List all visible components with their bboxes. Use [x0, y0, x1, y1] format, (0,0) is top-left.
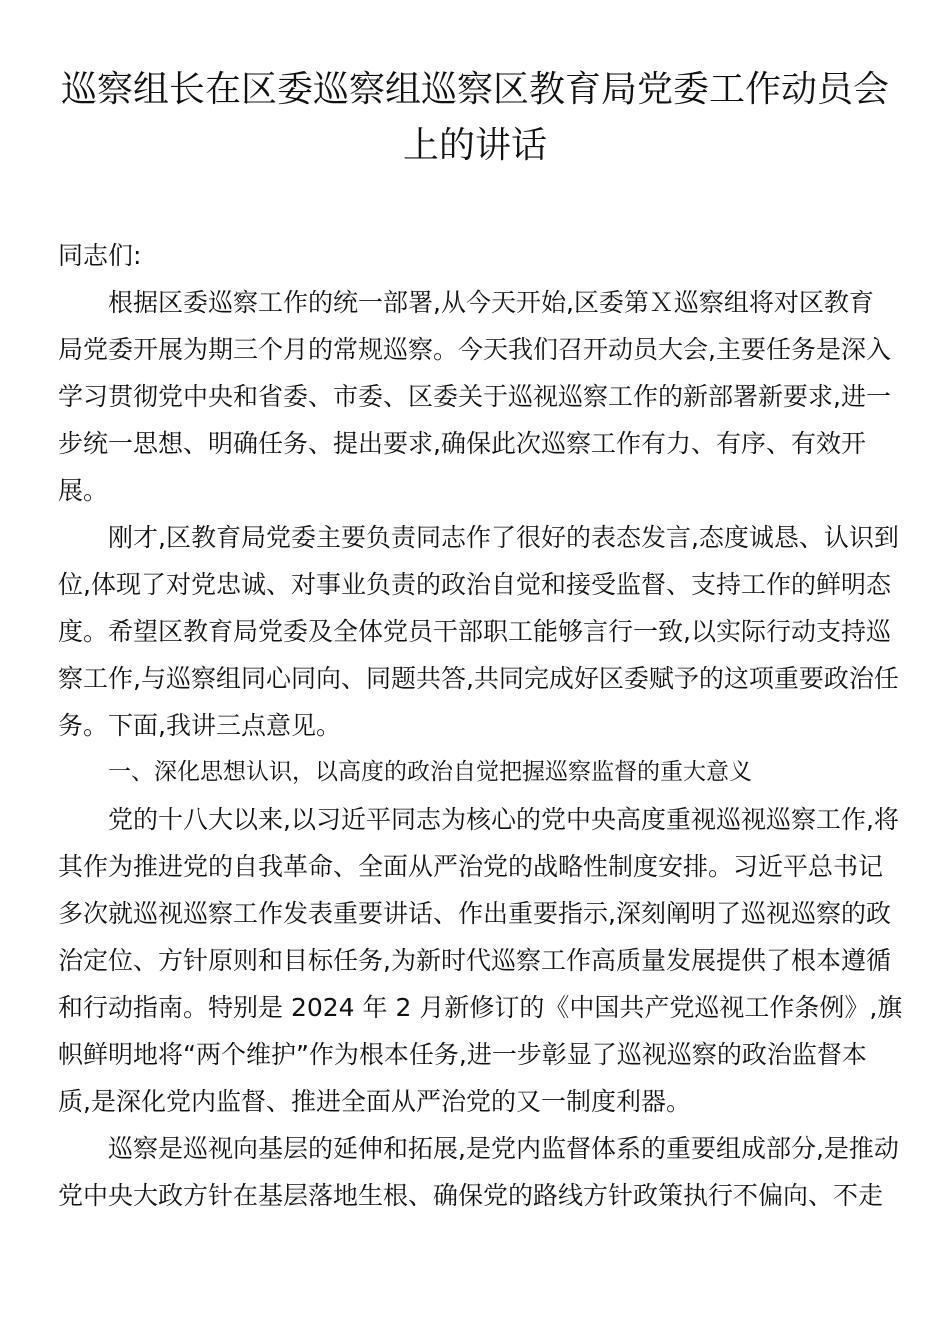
paragraph-line: 帜鲜明地将“两个维护”作为根本任务,进一步彰显了巡视巡察的政治监督本: [58, 1040, 867, 1069]
paragraph-2: [58, 514, 899, 749]
paragraph-line: 学习贯彻党中央和省委、市委、区委关于巡视巡察工作的新部署新要求,进一: [58, 382, 891, 411]
document-title: [58, 62, 892, 174]
title-line-2: 上的讲话: [402, 125, 547, 166]
paragraph-line: 党中央大政方针在基层落地生根、确保党的路线方针政策执行不偏向、不走: [58, 1181, 884, 1210]
paragraph-line: 度。希望区教育局党委及全体党员干部职工能够言行一致,以实际行动支持巡: [58, 617, 891, 646]
paragraph-line: 位,体现了对党忠诚、对事业负责的政治自觉和接受监督、支持工作的鲜明态: [58, 570, 891, 599]
paragraph-4: [58, 1125, 899, 1219]
paragraph-line: 展。: [58, 476, 109, 505]
salutation: 同志们:: [58, 241, 142, 270]
paragraph-line: 质,是深化党内监督、推进全面从严治党的又一制度利器。: [58, 1087, 691, 1116]
section-heading-1: 一、深化思想认识，以高度的政治自觉把握巡察监督的重大意义: [108, 759, 752, 785]
paragraph-3: [58, 796, 903, 1125]
paragraph-line: 步统一思想、明确任务、提出要求,确保此次巡察工作有力、有序、有效开: [58, 429, 866, 458]
paragraph-line: 多次就巡视巡察工作发表重要讲话、作出重要指示,深刻阐明了巡视巡察的政: [58, 899, 891, 928]
paragraph-line: 务。下面,我讲三点意见。: [58, 711, 341, 740]
paragraph-1: [58, 279, 892, 514]
title-line-1: 巡察组长在区委巡察组巡察区教育局党委工作动员会: [60, 69, 889, 110]
paragraph-line: 察工作,与巡察组同心同向、同题共答,共同完成好区委赋予的这项重要政治任: [58, 664, 899, 693]
paragraph-line: 和行动指南。特别是 2024 年 2 月新修订的《中国共产党巡视工作条例》,旗: [58, 993, 903, 1022]
paragraph-line: 巡察是巡视向基层的延伸和拓展,是党内监督体系的重要组成部分,是推动: [108, 1134, 899, 1163]
document-body: [58, 232, 903, 1219]
paragraph-line: 党的十八大以来,以习近平同志为核心的党中央高度重视巡视巡察工作,将: [108, 805, 899, 834]
paragraph-line: 其作为推进党的自我革命、全面从严治党的战略性制度安排。习近平总书记: [58, 852, 884, 881]
paragraph-line: 根据区委巡察工作的统一部署,从今天开始,区委第Ｘ巡察组将对区教育: [108, 288, 874, 317]
paragraph-line: 局党委开展为期三个月的常规巡察。今天我们召开动员大会,主要任务是深入: [58, 335, 891, 364]
paragraph-line: 刚才,区教育局党委主要负责同志作了很好的表态发言,态度诚恳、认识到: [108, 523, 899, 552]
paragraph-line: 治定位、方针原则和目标任务,为新时代巡察工作高质量发展提供了根本遵循: [58, 946, 891, 975]
